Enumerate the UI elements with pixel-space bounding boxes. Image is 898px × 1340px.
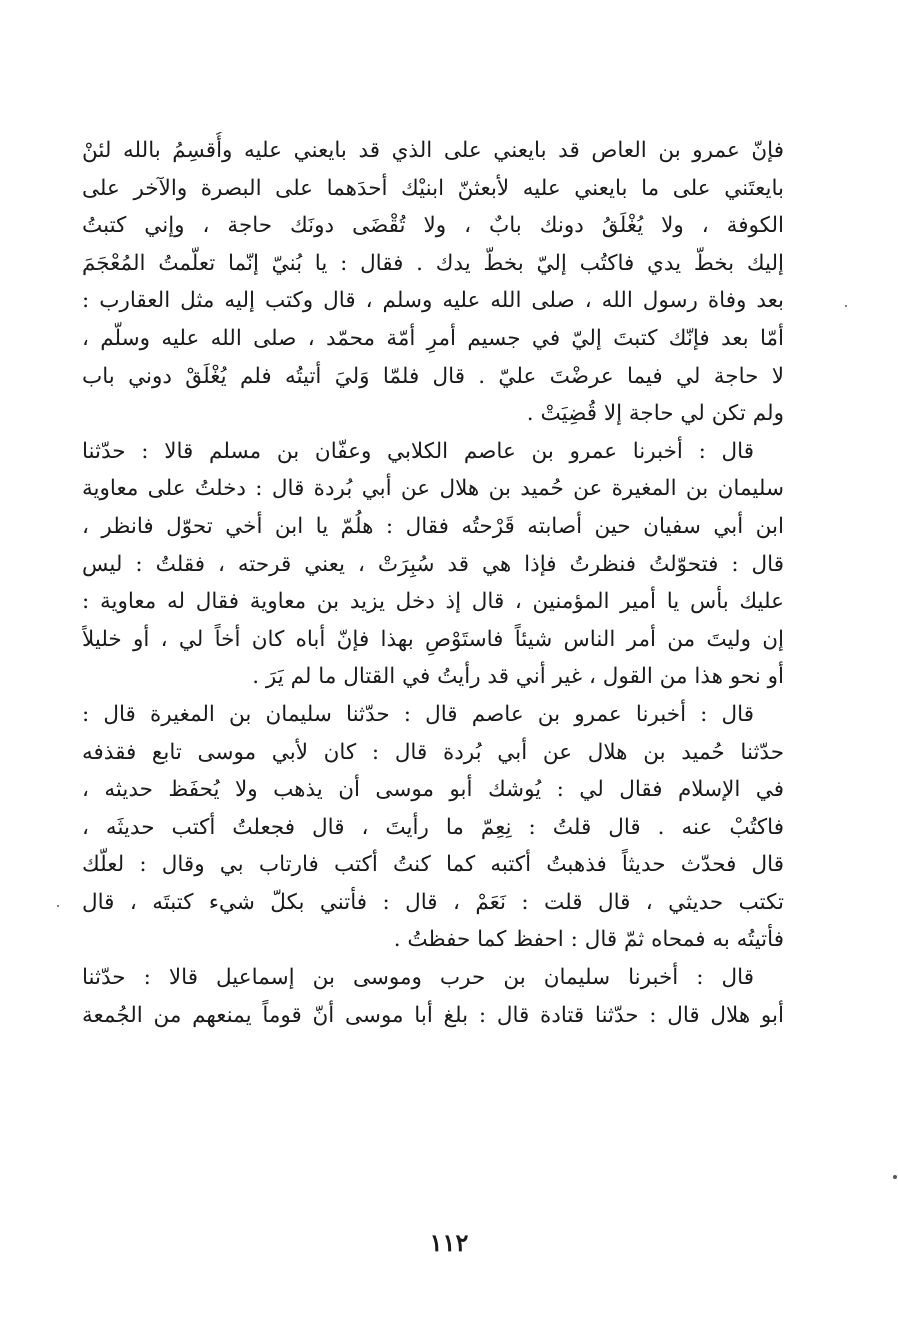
text-line: قال : أخبرنا سليمان بن حرب وموسى بن إسماعيل قالا : حدّثنا [82, 965, 754, 991]
text-line: بايعتَني على ما بايعني عليه لأبعثنّ ابنيْك أحدَهما على البصرة والآخر على [82, 175, 784, 201]
text-line: أبو هلال قال : حدّثنا قتادة قال : بلغ أبا موسى أنّ قوماً يمنعهم من الجُمعة [82, 1002, 784, 1028]
text-line: لا حاجة لي فيما عرضْتَ عليّ . قال فلمّا وَليَ أتيتُه فلم يُغْلَقْ دوني باب [82, 363, 784, 389]
text-line: فأتيتُه به فمحاه ثمّ قال : احفظ كما حفظتُ . [393, 927, 784, 953]
scan-speck [57, 905, 59, 907]
text-line: قال : أخبرنا عمرو بن عاصم الكلابي وعفّان بن مسلم قالا : حدّثنا [82, 438, 754, 464]
text-line: قال : أخبرنا عمرو بن عاصم قال : حدّثنا سليمان بن المغيرة قال : [82, 701, 754, 727]
text-line: تكتب حديثي ، قال قلت : نَعَمْ ، قال : فأتني بكلّ شيء كتبتَه ، قال [82, 889, 784, 915]
scan-speck [845, 305, 847, 307]
text-line: فاكتُبْ عنه . قال قلتُ : نِعِمّ ما رأيتَ ، قال فجعلتُ أكتب حديثَه ، [82, 814, 784, 840]
text-line: إليك بخطّ يدي فاكتُب إليّ بخطّ يدك . فقال : يا بُنيّ إنّما تعلّمتُ المُعْجَمَ [82, 250, 784, 276]
text-line: فإنّ عمرو بن العاص قد بايعني على الذي قد بايعني عليه وأُقسِمُ بالله لئنْ [82, 138, 784, 163]
scan-speck [893, 1175, 897, 1179]
text-line: ولم تكن لي حاجة إلا قُضِيَتْ . [526, 401, 784, 427]
text-line: بعد وفاة رسول الله ، صلى الله عليه وسلم ، قال وكتب إليه مثل العقارب : [82, 288, 784, 314]
text-line: قال فحدّث حديثاً فذهبتُ أكتبه كما كنتُ أكتب فارتاب بي وقال : لعلّك [82, 852, 784, 878]
text-line: سليمان بن المغيرة عن حُميد بن هلال عن أبي بُردة قال : دخلتُ على معاوية [82, 476, 784, 502]
text-line: قال : فتحوّلتُ فنظرتُ فإذا هي قد سُبِرَتْ ، يعني قرحته ، فقلتُ : ليس [82, 551, 784, 577]
text-line: في الإسلام فقال لي : يُوشك أبو موسى أن يذهب ولا يُحفَظ حديثه ، [82, 777, 784, 803]
text-line: أو نحو هذا من القول ، غير أني قد رأيتُ في القتال ما لم يَرَ . [252, 664, 784, 690]
page-number: ١١٢ [429, 1228, 469, 1257]
text-line: عليك بأس يا أمير المؤمنين ، قال إذ دخل يزيد بن معاوية فقال له معاوية : [82, 589, 784, 615]
body-text [82, 132, 784, 1034]
text-line: ابن أبي سفيان حين أصابته قَرْحتُه فقال : هلُمّ يا ابن أخي تحوّل فانظر ، [82, 513, 784, 539]
text-line: حدّثنا حُميد بن هلال عن أبي بُردة قال : كان لأبي موسى تابع فقذفه [82, 739, 784, 765]
text-line: الكوفة ، ولا يُغْلَقُ دونك بابٌ ، ولا تُقْضَى دونَك حاجة ، وإني كتبتُ [82, 213, 784, 239]
text-line: إن وليتَ من أمر الناس شيئاً فاستَوْصِ بهذا فإنّ أباه كان أخاً لي ، أو خليلاً [82, 626, 784, 652]
text-line: أمّا بعد فإنّك كتبتَ إليّ في جسيم أمرِ أمّة محمّد ، صلى الله عليه وسلّم ، [82, 325, 784, 351]
